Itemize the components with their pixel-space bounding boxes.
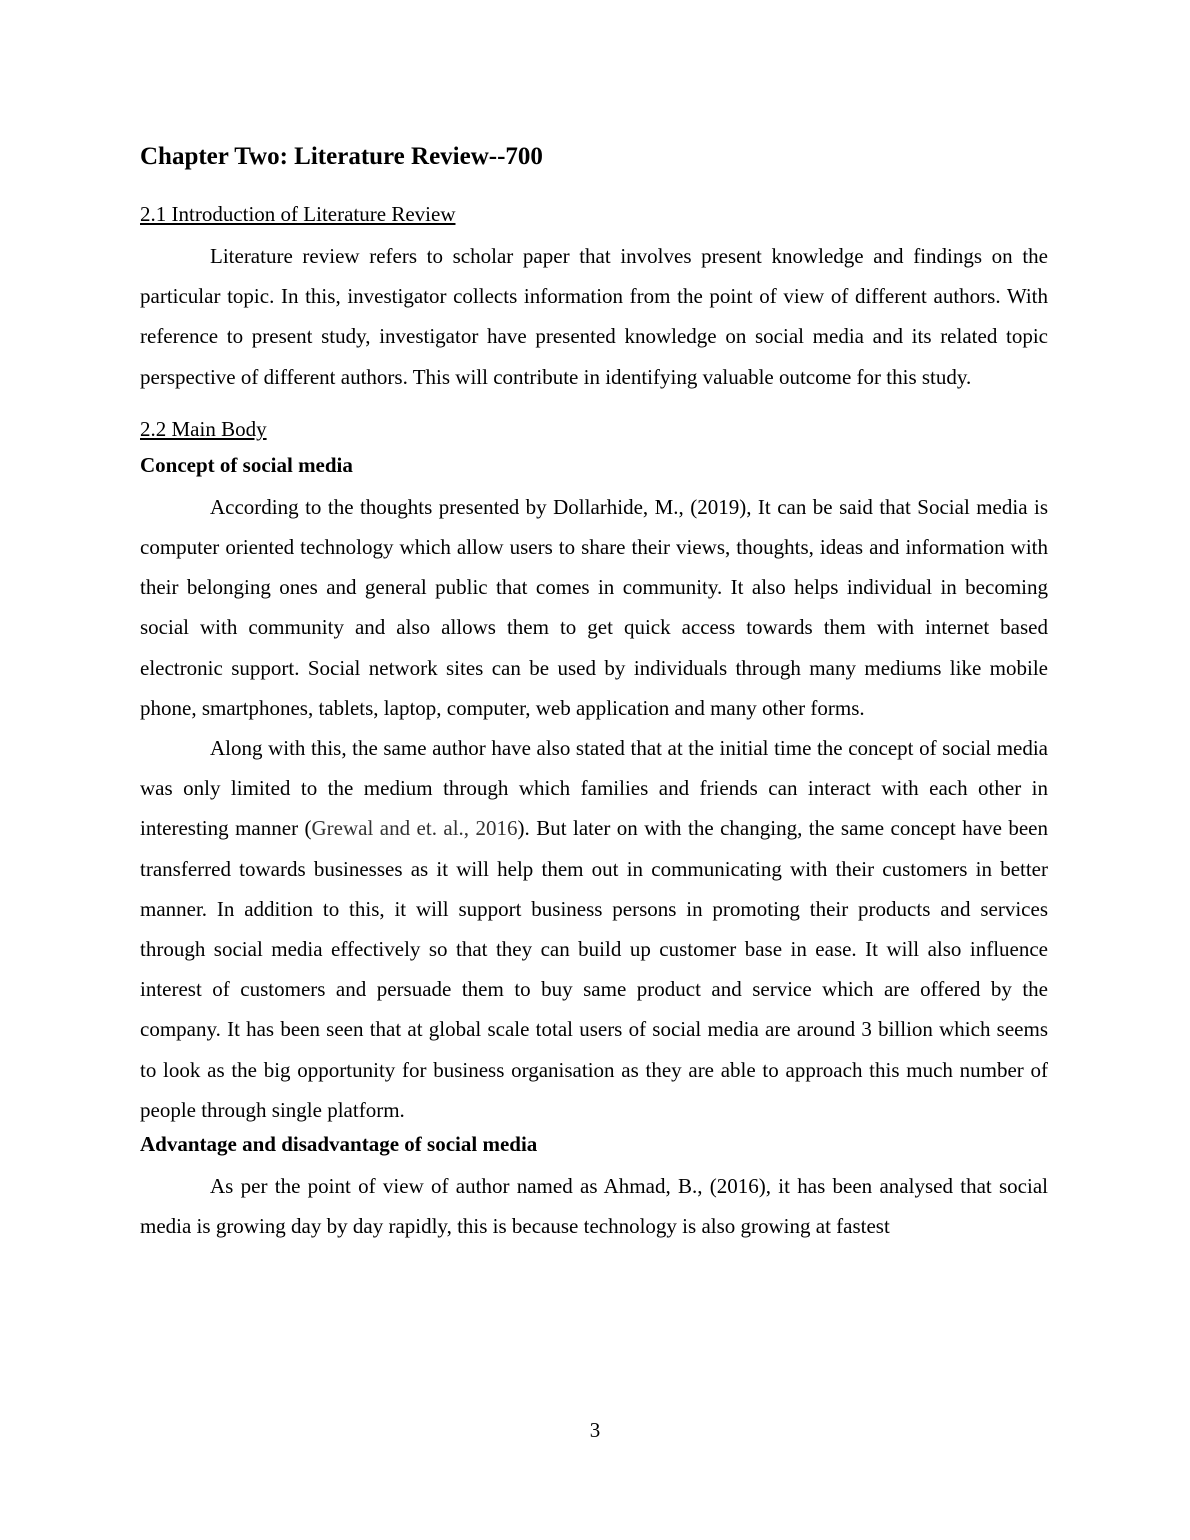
- advantage-paragraph: As per the point of view of author named as Ahmad, B., (2016), it has been analysed that social media is growing day by day rapidly, this is because technology is also growing at fastest: [140, 1174, 1048, 1239]
- concept-paragraph-1: According to the thoughts presented by Dollarhide, M., (2019), It can be said that Social media is computer oriented technology which allow users to share their views, thoughts, ideas and information with their belonging ones and general public that comes in community. It also helps individual in becoming social with community and also allows them to get quick access towards them with internet based electronic support. Social network sites can be used by individuals through many mediums like mobile phone, smartphones, tablets, laptop, computer, web application and many other forms.: [140, 494, 1048, 720]
- section-heading-main-body: 2.2 Main Body: [140, 416, 267, 441]
- intro-paragraph: Literature review refers to scholar paper that involves present knowledge and findings on the particular topic. In this, investigator collects information from the point of view of different authors. With reference to present study, investigator have presented knowledge on social media and its related topic perspective of different authors. This will contribute in identifying valuable outcome for this study.: [140, 244, 1048, 389]
- subheading-advantage: Advantage and disadvantage of social media: [140, 1132, 538, 1157]
- section-heading-introduction: 2.1 Introduction of Literature Review: [140, 202, 456, 226]
- subheading-concept: Concept of social media: [140, 452, 353, 477]
- concept-paragraph-2-text-after: ). But later on with the changing, the same concept have been transferred towards businesses as it will help them out in communicating with their customers in better manner. In addition to this, it will support business persons in promoting their products and services through social media effectively so that they can build up customer base in ease. It will also influence interest of customers and persuade them to buy same product and service which are offered by the company. It has been seen that at global scale total users of social media are around 3 billion which seems to look as the big opportunity for business organisation as they are able to approach this much number of people through single platform.: [140, 816, 1048, 1122]
- chapter-title: Chapter Two: Literature Review--700: [140, 143, 543, 170]
- page-number: 3: [589, 1418, 601, 1442]
- concept-paragraph-2: [140, 728, 1048, 1130]
- concept-paragraph-2-text-before: Along with this, the same author have also stated that at the initial time the concept of social media was only limited to the medium through which families and friends can interact with each other in interesting manner (: [140, 736, 1048, 841]
- document-page: [140, 138, 1048, 1246]
- citation-grewal: Grewal and et. al., 2016: [311, 816, 518, 841]
